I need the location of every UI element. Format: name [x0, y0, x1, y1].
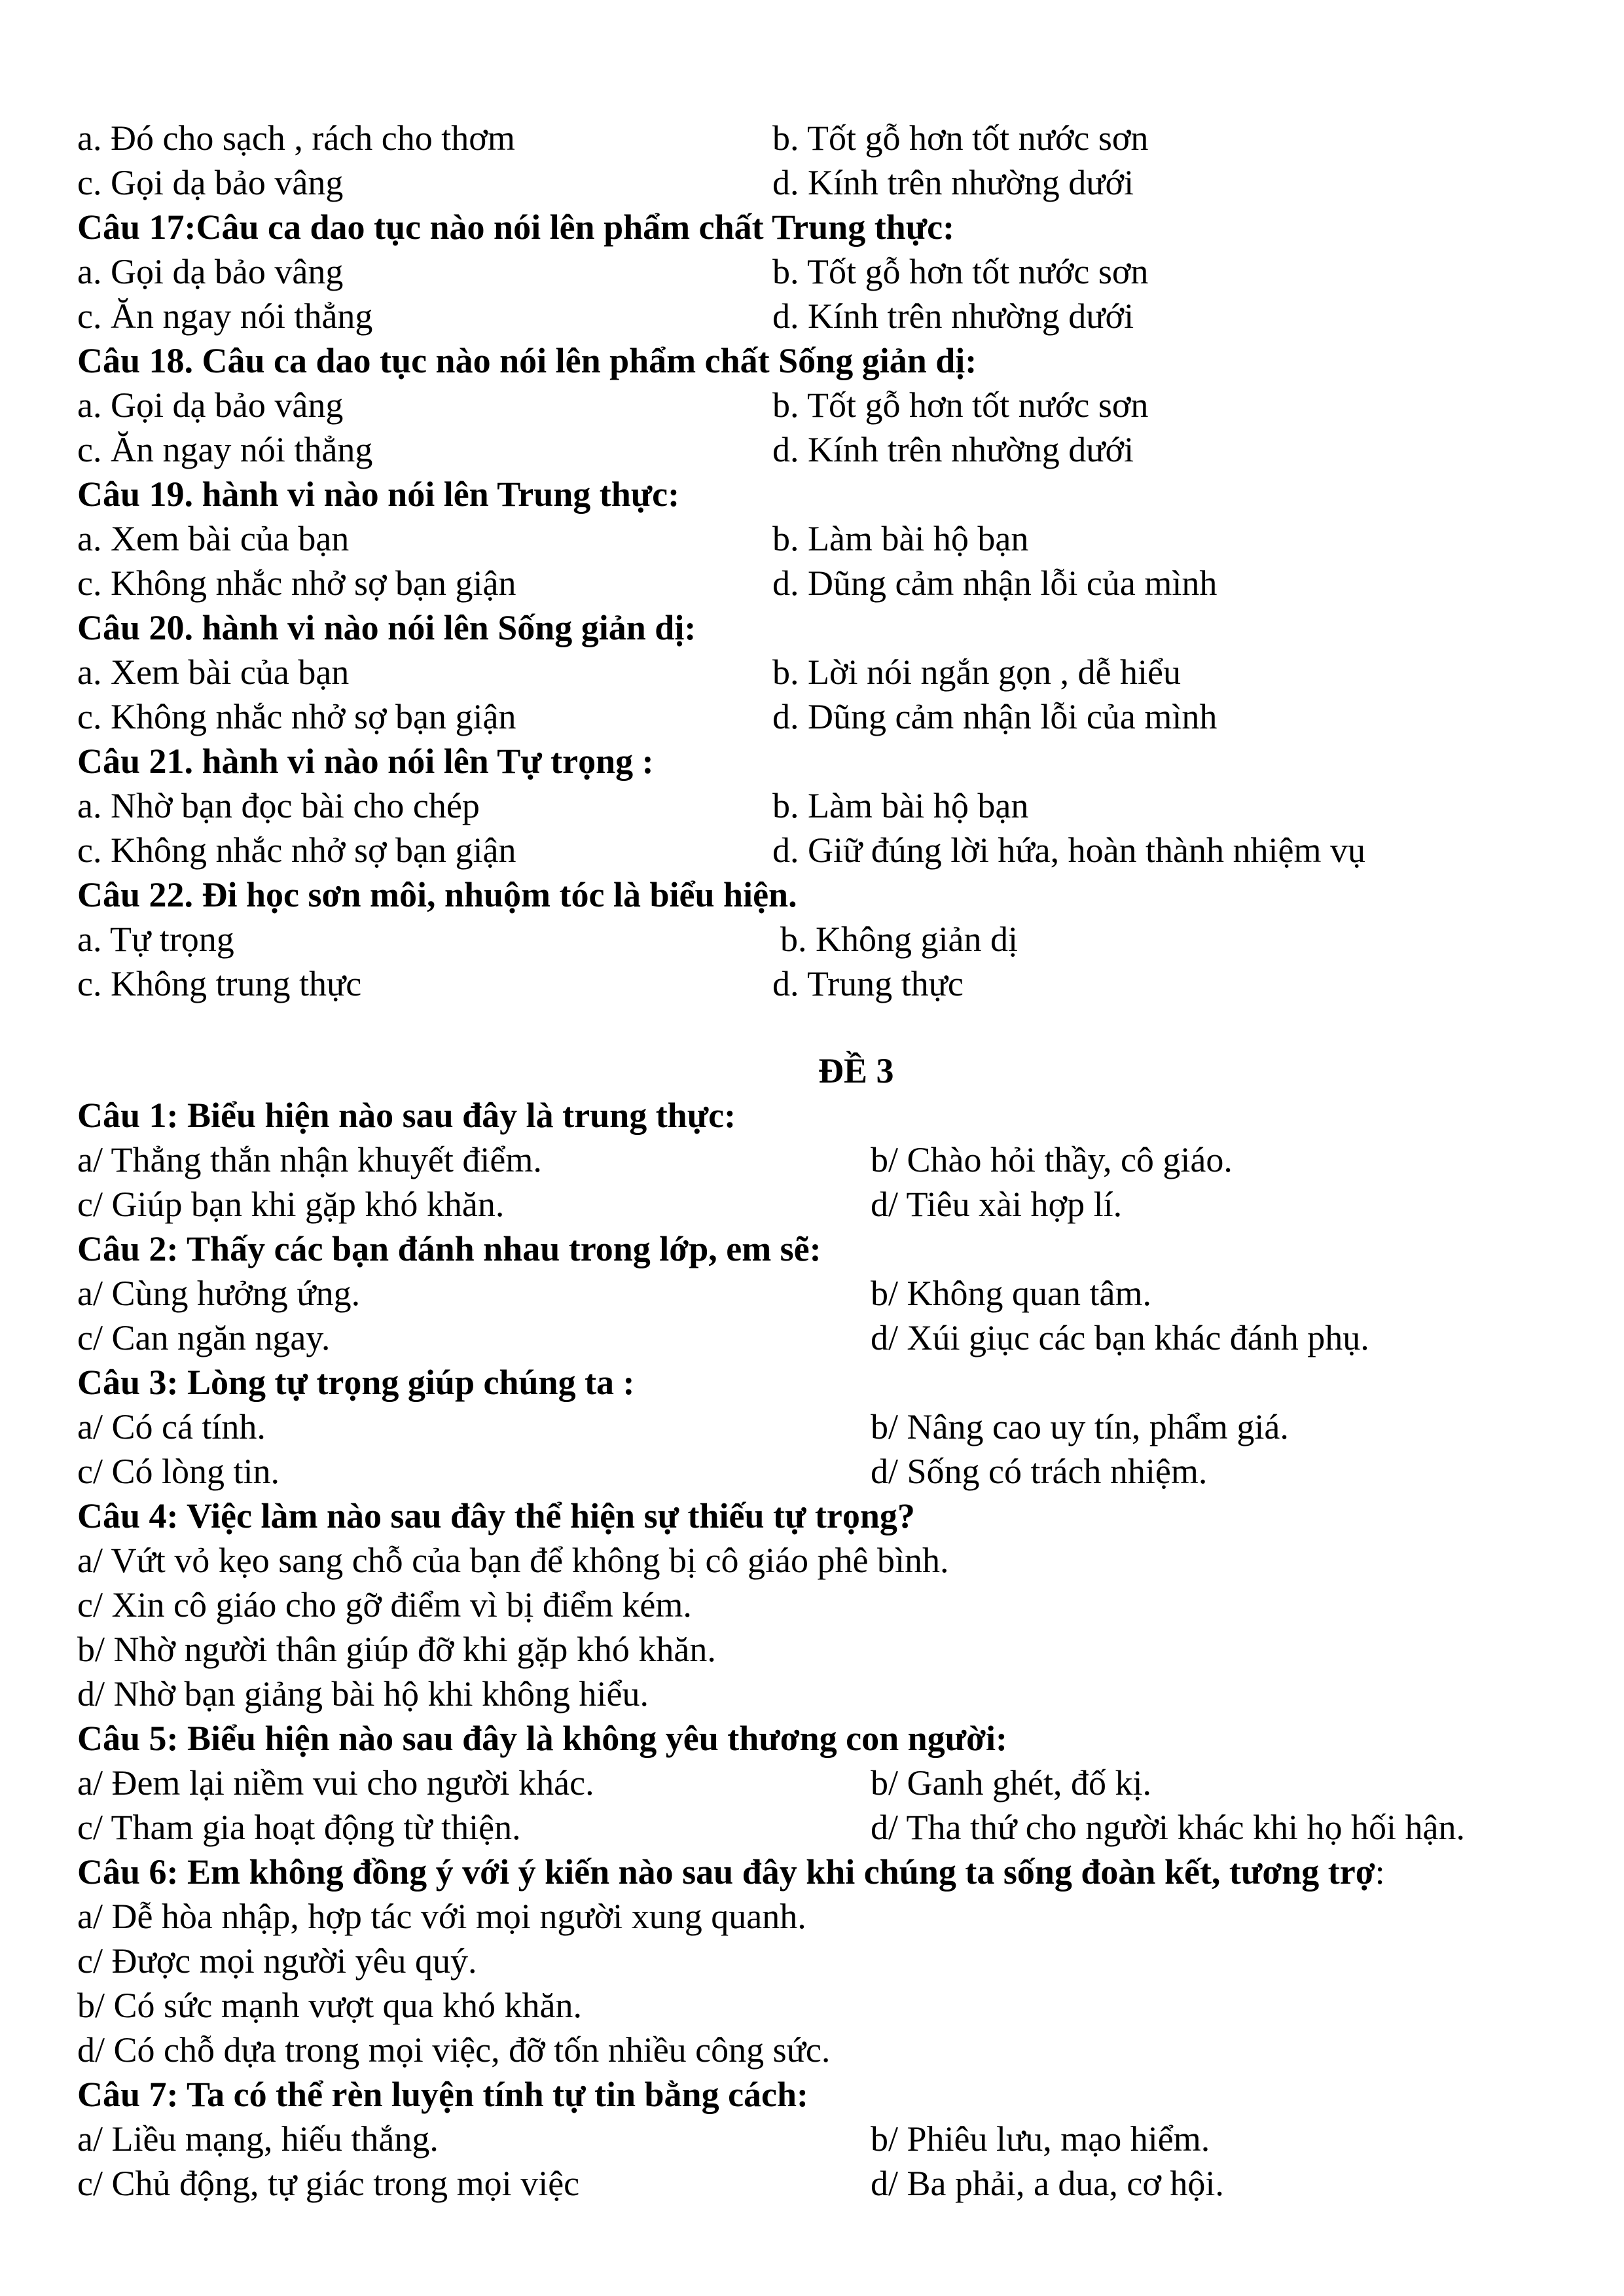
- question-heading: Câu 2: Thấy các bạn đánh nhau trong lớp, em sẽ:: [77, 1229, 821, 1268]
- option-text: a. Xem bài của bạn: [77, 653, 350, 692]
- section-title: ĐỀ 3: [818, 1051, 894, 1090]
- option-text: a. Tự trọng: [77, 920, 234, 959]
- option-text: a/ Cùng hưởng ứng.: [77, 1274, 361, 1313]
- option-text: d/ Sống có trách nhiệm.: [871, 1452, 1208, 1491]
- option-text: d. Giữ đúng lời hứa, hoàn thành nhiệm vụ: [772, 831, 1365, 870]
- option-text: c/ Chủ động, tự giác trong mọi việc: [77, 2164, 580, 2203]
- option-text: d. Dũng cảm nhận lỗi của mình: [772, 697, 1218, 736]
- option-text: b. Làm bài hộ bạn: [772, 786, 1029, 825]
- option-text: b/ Ganh ghét, đố kị.: [871, 1763, 1151, 1803]
- option-text: c/ Giúp bạn khi gặp khó khăn.: [77, 1185, 505, 1224]
- option-text: a. Gọi dạ bảo vâng: [77, 386, 344, 425]
- option-text: c. Không trung thực: [77, 964, 362, 1003]
- option-text: c/ Tham gia hoạt động từ thiện.: [77, 1808, 521, 1847]
- option-text: d/ Tiêu xài hợp lí.: [871, 1185, 1123, 1224]
- option-text: b. Làm bài hộ bạn: [772, 519, 1029, 558]
- option-text: d. Trung thực: [772, 964, 964, 1003]
- question-heading: Câu 19. hành vi nào nói lên Trung thực:: [77, 475, 680, 514]
- option-text: d/ Ba phải, a dua, cơ hội.: [871, 2164, 1224, 2203]
- option-text: c/ Xin cô giáo cho gỡ điểm vì bị điểm kém.: [77, 1585, 692, 1624]
- option-text: b/ Không quan tâm.: [871, 1274, 1151, 1313]
- option-text: d. Kính trên nhường dưới: [772, 296, 1134, 336]
- option-text: a/ Vứt vỏ kẹo sang chỗ của bạn để không bị cô giáo phê bình.: [77, 1541, 949, 1580]
- question-heading: Câu 5: Biểu hiện nào sau đây là không yêu thương con người:: [77, 1719, 1007, 1758]
- question-heading: Câu 17:Câu ca dao tục nào nói lên phẩm chất Trung thực:: [77, 207, 955, 247]
- question-heading: Câu 3: Lòng tự trọng giúp chúng ta :: [77, 1363, 635, 1402]
- option-text: c. Không nhắc nhở sợ bạn giận: [77, 831, 516, 870]
- option-text: c/ Can ngăn ngay.: [77, 1318, 331, 1357]
- option-text: d/ Xúi giục các bạn khác đánh phụ.: [871, 1318, 1369, 1357]
- option-text: b. Tốt gỗ hơn tốt nước sơn: [772, 252, 1149, 291]
- option-text: b/ Nhờ người thân giúp đỡ khi gặp khó khăn.: [77, 1630, 716, 1669]
- option-text: d. Dũng cảm nhận lỗi của mình: [772, 564, 1218, 603]
- question-heading: Câu 21. hành vi nào nói lên Tự trọng :: [77, 742, 654, 781]
- option-text: a/ Thẳng thắn nhận khuyết điểm.: [77, 1140, 542, 1179]
- option-text: a. Xem bài của bạn: [77, 519, 350, 558]
- option-text: a/ Có cá tính.: [77, 1407, 266, 1446]
- option-text: b. Lời nói ngắn gọn , dễ hiểu: [772, 653, 1181, 692]
- option-text: b. Tốt gỗ hơn tốt nước sơn: [772, 118, 1149, 158]
- option-text: c. Ăn ngay nói thẳng: [77, 430, 373, 469]
- question-heading: Câu 22. Đi học sơn môi, nhuộm tóc là biểu hiện.: [77, 875, 797, 914]
- option-text: c. Ăn ngay nói thẳng: [77, 296, 373, 336]
- option-text: d. Kính trên nhường dưới: [772, 430, 1134, 469]
- question-heading-text: Câu 6: Em không đồng ý với ý kiến nào sau đây khi chúng ta sống đoàn kết, tương trợ: [77, 1852, 1375, 1892]
- option-text: c/ Có lòng tin.: [77, 1452, 280, 1491]
- option-text: d. Kính trên nhường dưới: [772, 163, 1134, 202]
- option-text: c/ Được mọi người yêu quý.: [77, 1941, 477, 1981]
- option-text: d/ Có chỗ dựa trong mọi việc, đỡ tốn nhiều công sức.: [77, 2030, 831, 2070]
- option-text: b/ Nâng cao uy tín, phẩm giá.: [871, 1407, 1289, 1446]
- option-text: c. Không nhắc nhở sợ bạn giận: [77, 564, 516, 603]
- question-heading: Câu 18. Câu ca dao tục nào nói lên phẩm chất Sống giản dị:: [77, 341, 977, 380]
- option-text: c. Gọi dạ bảo vâng: [77, 163, 344, 202]
- question-heading: Câu 20. hành vi nào nói lên Sống giản dị:: [77, 608, 696, 647]
- question-heading: Câu 7: Ta có thể rèn luyện tính tự tin bằng cách:: [77, 2075, 809, 2114]
- option-text: b/ Có sức mạnh vượt qua khó khăn.: [77, 1986, 583, 2025]
- option-text: a. Đó cho sạch , rách cho thơm: [77, 118, 515, 158]
- question-heading: Câu 1: Biểu hiện nào sau đây là trung thực:: [77, 1096, 736, 1135]
- question-heading: Câu 4: Việc làm nào sau đây thể hiện sự thiếu tự trọng?: [77, 1496, 915, 1535]
- option-text: b/ Chào hỏi thầy, cô giáo.: [871, 1140, 1233, 1179]
- option-text: b/ Phiêu lưu, mạo hiểm.: [871, 2119, 1210, 2159]
- option-text: a. Nhờ bạn đọc bài cho chép: [77, 786, 480, 825]
- option-text: d/ Nhờ bạn giảng bài hộ khi không hiểu.: [77, 1674, 649, 1713]
- option-text: d/ Tha thứ cho người khác khi họ hối hận.: [871, 1808, 1465, 1847]
- option-text: a/ Dễ hòa nhập, hợp tác với mọi người xung quanh.: [77, 1897, 806, 1936]
- question-heading-tail: :: [1375, 1852, 1385, 1892]
- option-text: a/ Liều mạng, hiếu thắng.: [77, 2119, 439, 2159]
- option-text: c. Không nhắc nhở sợ bạn giận: [77, 697, 516, 736]
- option-text: b. Không giản dị: [780, 920, 1018, 959]
- option-text: a/ Đem lại niềm vui cho người khác.: [77, 1763, 594, 1803]
- option-text: a. Gọi dạ bảo vâng: [77, 252, 344, 291]
- question-heading: [77, 1850, 1385, 1894]
- option-text: b. Tốt gỗ hơn tốt nước sơn: [772, 386, 1149, 425]
